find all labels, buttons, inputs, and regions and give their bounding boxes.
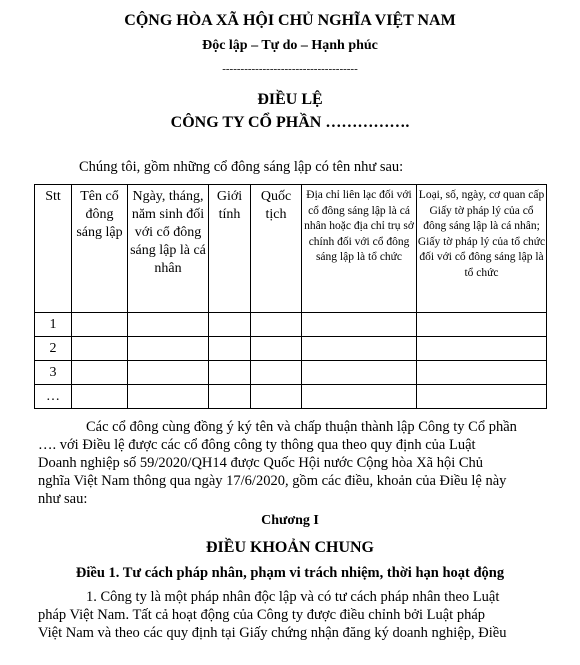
table-cell [251,313,302,337]
paragraph-line: Các cổ đông cùng đồng ý ký tên và chấp thuận thành lập Công ty Cổ phần [86,419,517,435]
table-cell [302,313,417,337]
table-cell [72,385,128,409]
table-header-row [35,185,547,313]
row-number: 2 [35,337,72,361]
founding-shareholders-table [34,184,547,409]
table-cell [209,385,251,409]
table-cell [209,337,251,361]
table-cell [417,337,547,361]
col-header-name: Tên cổ đông sáng lập [72,185,128,313]
article-title: Điều 1. Tư cách pháp nhân, phạm vi trách nhiệm, thời hạn hoạt động [75,565,505,581]
table-cell [302,361,417,385]
table-cell [72,337,128,361]
table-cell [302,337,417,361]
document-title: ĐIỀU LỆ [257,91,323,108]
paragraph-line: …. với Điều lệ được các cổ đông công ty thông qua theo quy định của Luật [38,437,476,453]
chapter-number: Chương I [261,513,319,528]
paragraph-line: Doanh nghiệp số 59/2020/QH14 được Quốc Hội nước Cộng hòa Xã hội Chủ [38,455,484,471]
national-motto: Độc lập – Tự do – Hạnh phúc [202,38,378,53]
agreement-paragraph [38,418,547,508]
table-cell [209,313,251,337]
table-cell [72,361,128,385]
company-name: CÔNG TY CỔ PHẦN ……………. [170,114,410,131]
table-cell [251,337,302,361]
national-title: CỘNG HÒA XÃ HỘI CHỦ NGHĨA VIỆT NAM [124,12,456,29]
row-number: 1 [35,313,72,337]
table-cell [251,385,302,409]
table-row [35,385,547,409]
table-row [35,361,547,385]
table-cell [72,313,128,337]
col-header-address: Địa chỉ liên lạc đối với cổ đông sáng lập là cá nhân hoặc địa chỉ trụ sở chính đối với cổ đông sáng lập là tổ chức [302,185,417,313]
table-row [35,313,547,337]
table-row [35,337,547,361]
table-cell [417,313,547,337]
table-cell [417,385,547,409]
paragraph-line: pháp Việt Nam. Tất cả hoạt động của Công ty được điều chỉnh bởi Luật pháp [38,607,486,623]
col-header-birthdate: Ngày, tháng, năm sinh đối với cổ đông sáng lập là cá nhân [128,185,209,313]
paragraph-line: 1. Công ty là một pháp nhân độc lập và có tư cách pháp nhân theo Luật [86,589,500,605]
header-divider: ------------------------------------- [222,63,358,75]
table-cell [302,385,417,409]
article-1-paragraph [38,588,547,642]
row-number: 3 [35,361,72,385]
paragraph-line: như sau: [38,491,88,507]
table-cell [209,361,251,385]
table-cell [417,361,547,385]
intro-text: Chúng tôi, gồm những cổ đông sáng lập có tên như sau: [79,159,404,175]
table-cell [128,385,209,409]
paragraph-line: nghĩa Việt Nam thông qua ngày 17/6/2020, gồm các điều, khoản của Điều lệ này [38,473,507,489]
table-cell [128,361,209,385]
table-cell [128,337,209,361]
col-header-stt: Stt [35,185,72,313]
table-cell [251,361,302,385]
paragraph-line: Việt Nam và theo các quy định tại Giấy chứng nhận đăng ký doanh nghiệp, Điều [38,625,507,641]
table-cell [128,313,209,337]
row-number: … [35,385,72,409]
col-header-nationality: Quốc tịch [251,185,302,313]
col-header-gender: Giới tính [209,185,251,313]
col-header-legal-docs: Loại, số, ngày, cơ quan cấp Giấy tờ pháp lý của cổ đông sáng lập là cá nhân; Giấy tờ pháp lý của tổ chức đối với cổ đông sáng lập là tổ chức [417,185,547,313]
chapter-title: ĐIỀU KHOẢN CHUNG [205,539,374,556]
